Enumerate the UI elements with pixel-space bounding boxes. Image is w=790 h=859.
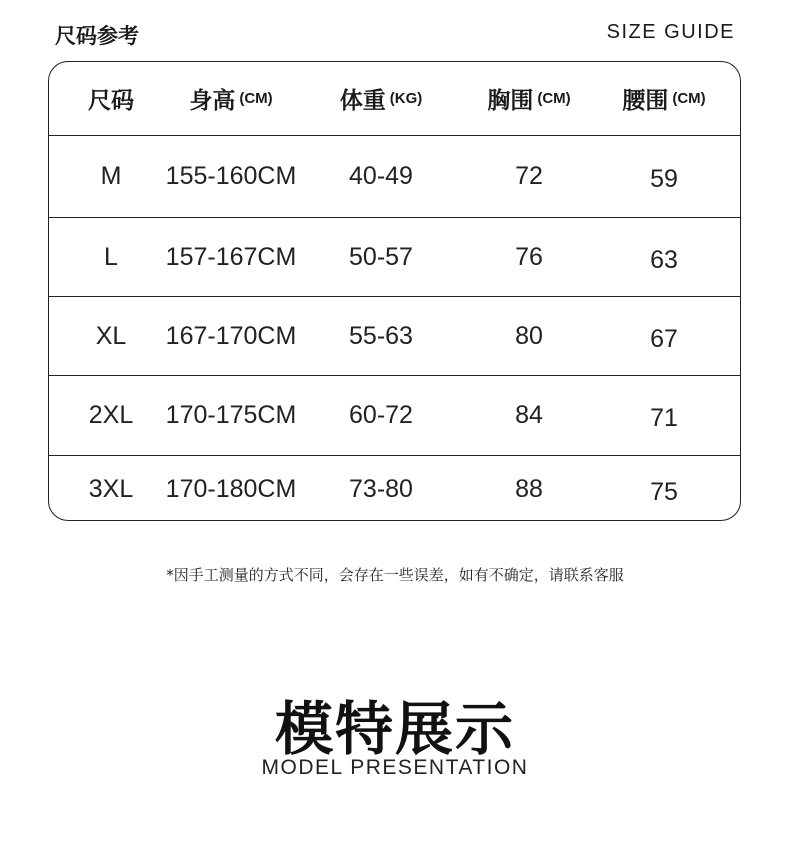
cell-weight: 60-72 [349,401,413,429]
cell-chest: 88 [515,474,543,503]
table-row [49,136,740,218]
measurement-note: *因手工测量的方式不同，会存在一些误差，如有不确定，请联系客服 [166,566,624,584]
cell-size: 3XL [88,474,134,503]
cell-waist: 63 [650,245,678,274]
cell-weight: 73-80 [349,474,413,503]
cell-weight: 55-63 [349,321,413,350]
cell-weight: 50-57 [349,242,413,271]
model-section-title: 模特展示 [274,695,515,763]
header-size: 尺码 [88,88,134,114]
cell-chest: 80 [515,321,543,350]
cell-height: 170-180CM [165,474,297,503]
cell-height: 170-175CM [165,401,297,429]
model-section-subtitle: MODEL PRESENTATION [261,756,529,779]
table-row [49,456,740,521]
table-row [49,376,740,456]
cell-waist: 67 [650,324,678,353]
table-row [49,218,740,297]
cell-waist: 75 [650,477,678,506]
table-header-row [49,62,740,136]
header-waist: 腰围 (CM) [622,88,706,114]
cell-height: 157-167CM [165,242,297,271]
header-height: 身高 (CM) [189,88,273,114]
cell-waist: 71 [650,404,678,432]
header-weight: 体重 (KG) [339,88,423,114]
table-row [49,297,740,376]
cell-size: XL [95,321,127,350]
cell-chest: 76 [515,242,543,271]
cell-chest: 84 [515,401,543,429]
cell-size: M [100,162,122,190]
size-table [48,61,741,521]
header-chest: 胸围 (CM) [487,88,571,114]
size-guide-title-en: SIZE GUIDE [606,21,735,43]
cell-size: 2XL [88,401,134,429]
cell-height: 155-160CM [165,162,297,190]
cell-weight: 40-49 [349,162,413,190]
cell-waist: 59 [650,165,678,193]
size-guide-title: 尺码参考 [55,24,139,48]
cell-height: 167-170CM [165,321,297,350]
cell-chest: 72 [515,162,543,190]
cell-size: L [104,242,118,271]
